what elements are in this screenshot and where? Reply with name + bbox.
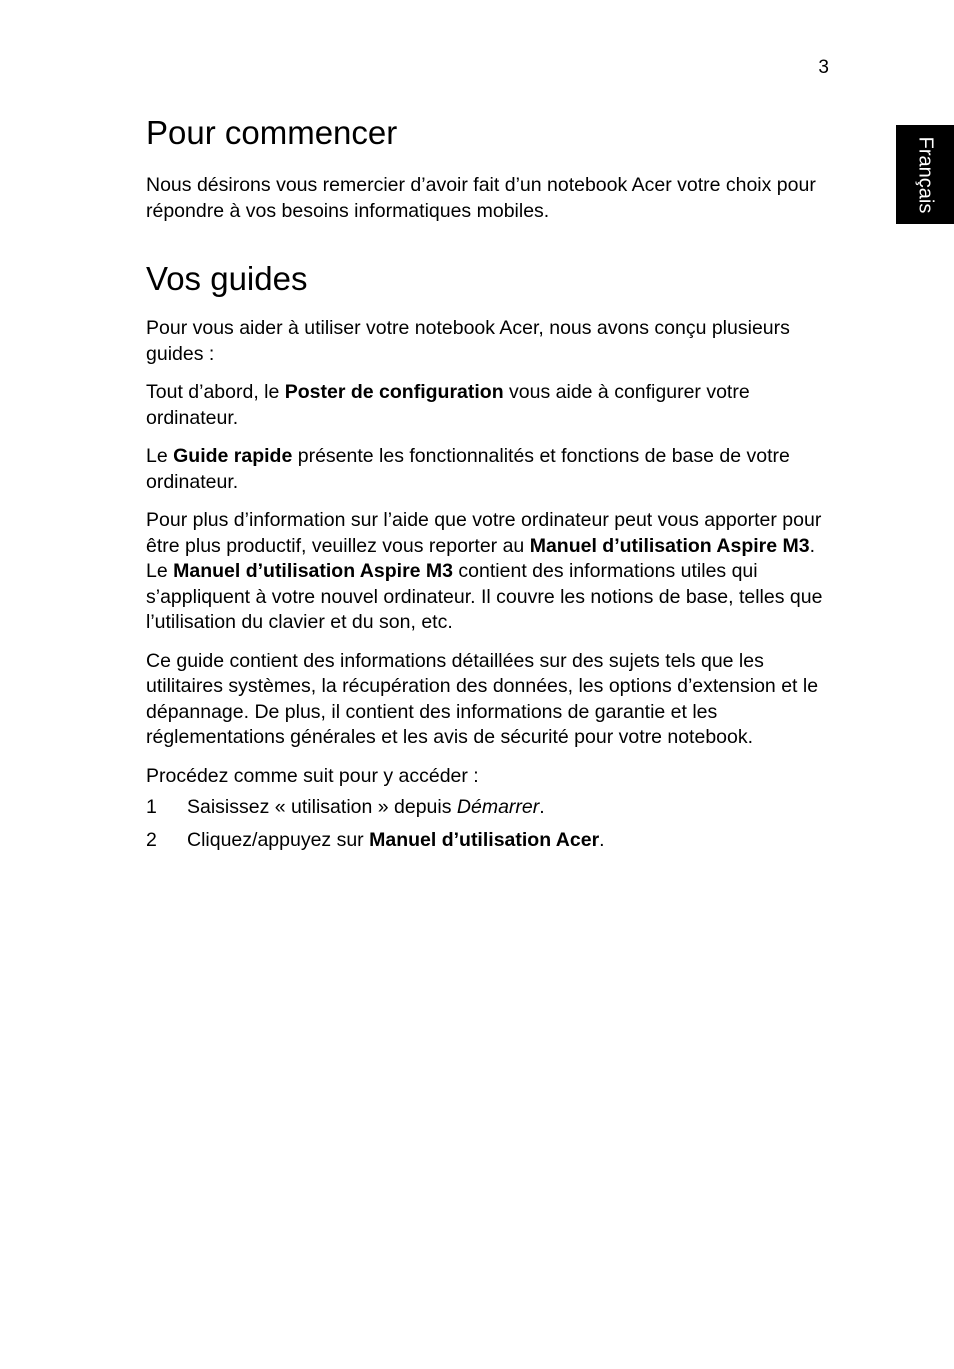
step-number: 2 [146, 828, 157, 851]
quick-guide-title: Guide rapide [173, 445, 293, 467]
user-manual-text-mid: . Le [146, 534, 816, 582]
language-tab-label: Français [914, 136, 937, 213]
step-item [146, 828, 836, 854]
step-number: 1 [146, 796, 157, 818]
step-text-after: . [539, 796, 545, 818]
section-title-pour-commencer: Pour commencer [146, 114, 398, 151]
user-manual-title-1: Manuel d’utilisation Aspire M3 [529, 534, 810, 557]
access-instructions-paragraph: Procédez comme suit pour y accéder : [146, 764, 479, 787]
poster-text-after: vous aide à configurer votre ordinateur. [146, 381, 750, 429]
section-title-vos-guides: Vos guides [146, 260, 308, 297]
quick-guide-text-after: présente les fonctionnalités et fonctions de base de votre ordinateur. [146, 445, 790, 493]
step-text-before: Saisissez « utilisation » depuis [187, 796, 457, 818]
page-number: 3 [818, 57, 829, 78]
step-emphasis: Démarrer [456, 796, 540, 818]
poster-text-before: Tout d’abord, le [146, 381, 285, 403]
user-manual-paragraph [146, 508, 836, 636]
quick-guide-paragraph [146, 444, 836, 495]
step-item [146, 795, 836, 821]
step-text [187, 828, 605, 854]
user-manual-text-after: contient des informations utiles qui s’appliquent à votre nouvel ordinateur. Il couvre les notions de base, telles que l’utilisation du clavier et du son, etc. [146, 560, 823, 633]
steps-list [146, 795, 836, 853]
language-tab [896, 125, 954, 224]
poster-title: Poster de configuration [284, 381, 504, 403]
poster-paragraph [146, 380, 836, 431]
guide-contents-paragraph: Ce guide contient des informations détaillées sur des sujets tels que les utilitaires systèmes, la récupération des données, les options d’extension et le dépannage. De plus, il contient des informations de garantie et les réglementations générales et les avis de sécurité pour votre notebook. [146, 649, 819, 748]
guides-intro-paragraph: Pour vous aider à utiliser votre notebook Acer, nous avons conçu plusieurs guides : [146, 317, 790, 365]
user-manual-title-2: Manuel d’utilisation Aspire M3 [173, 560, 454, 582]
step-emphasis: Manuel d’utilisation Acer [369, 828, 600, 851]
step-text-after: . [599, 828, 605, 851]
intro-paragraph: Nous désirons vous remercier d’avoir fait d’un notebook Acer votre choix pour répondre à vos besoins informatiques mobiles. [146, 174, 816, 222]
page-content [146, 113, 836, 860]
user-manual-text-before: Pour plus d’information sur l’aide que votre ordinateur peut vous apporter pour être plus productif, veuillez vous reporter au [146, 509, 822, 557]
step-text [187, 795, 545, 821]
quick-guide-text-before: Le [146, 445, 174, 467]
step-text-before: Cliquez/appuyez sur [187, 828, 370, 851]
